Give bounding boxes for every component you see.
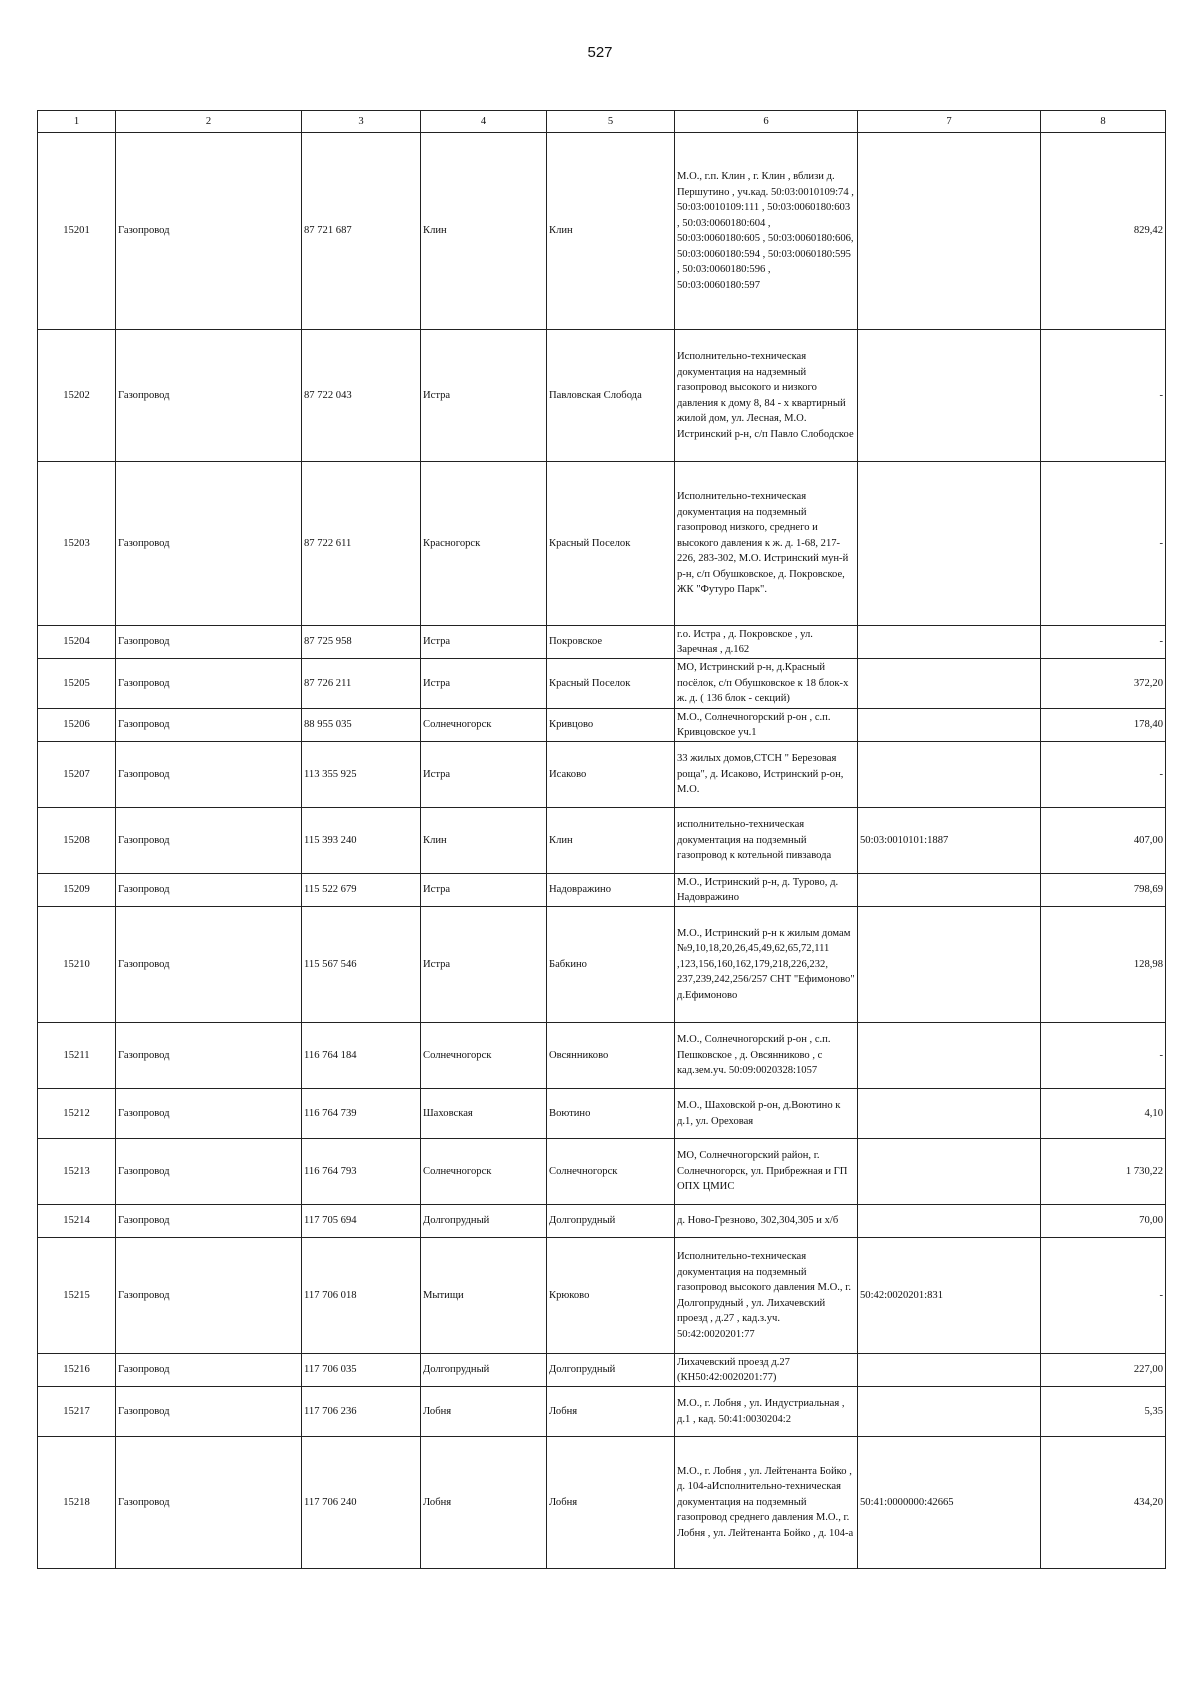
locality: Крюково bbox=[547, 1238, 675, 1354]
district: Истра bbox=[421, 659, 547, 709]
row-number: 15210 bbox=[38, 907, 116, 1023]
object-id: 117 706 035 bbox=[302, 1354, 421, 1387]
row-number: 15213 bbox=[38, 1139, 116, 1205]
table-row bbox=[38, 462, 1166, 626]
object-id: 87 726 211 bbox=[302, 659, 421, 709]
address: М.О., г. Лобня , ул. Лейтенанта Бойко , д. 104-аИсполнительно-техническая документация на подземный газопровод среднего давления М.О., г. Лобня , ул. Лейтенанта Бойко , д. 104-а bbox=[675, 1437, 858, 1569]
object-name: Газопровод bbox=[116, 626, 302, 659]
length-value: 829,42 bbox=[1041, 133, 1166, 330]
cadastral-number: 50:41:0000000:42665 bbox=[858, 1437, 1041, 1569]
length-value: 4,10 bbox=[1041, 1089, 1166, 1139]
locality: Бабкино bbox=[547, 907, 675, 1023]
object-name: Газопровод bbox=[116, 1023, 302, 1089]
object-name: Газопровод bbox=[116, 133, 302, 330]
district: Шаховская bbox=[421, 1089, 547, 1139]
table-row bbox=[38, 1354, 1166, 1387]
object-name: Газопровод bbox=[116, 1437, 302, 1569]
object-name: Газопровод bbox=[116, 1205, 302, 1238]
locality: Долгопрудный bbox=[547, 1205, 675, 1238]
table-row bbox=[38, 1205, 1166, 1238]
locality: Красный Поселок bbox=[547, 659, 675, 709]
row-number: 15211 bbox=[38, 1023, 116, 1089]
table-row bbox=[38, 874, 1166, 907]
length-value: 70,00 bbox=[1041, 1205, 1166, 1238]
length-value: 128,98 bbox=[1041, 907, 1166, 1023]
object-name: Газопровод bbox=[116, 874, 302, 907]
locality: Исаково bbox=[547, 742, 675, 808]
cadastral-number bbox=[858, 659, 1041, 709]
length-value: - bbox=[1041, 742, 1166, 808]
address: д. Ново-Грезново, 302,304,305 и х/б bbox=[675, 1205, 858, 1238]
object-name: Газопровод bbox=[116, 1238, 302, 1354]
column-header: 6 bbox=[675, 111, 858, 133]
address: М.О., г.п. Клин , г. Клин , вблизи д. Першутино , уч.кад. 50:03:0010109:74 , 50:03:0010109:111 , 50:03:0060180:603 , 50:03:0060180:604 , 50:03:0060180:605 , 50:03:0060180:606, 50:03:0060180:594 , 50:03:0060180:595 , 50:03:0060180:596 , 50:03:0060180:597 bbox=[675, 133, 858, 330]
object-id: 88 955 035 bbox=[302, 709, 421, 742]
cadastral-number bbox=[858, 1139, 1041, 1205]
table-row bbox=[38, 1387, 1166, 1437]
district: Красногорск bbox=[421, 462, 547, 626]
locality: Солнечногорск bbox=[547, 1139, 675, 1205]
row-number: 15204 bbox=[38, 626, 116, 659]
district: Долгопрудный bbox=[421, 1354, 547, 1387]
address: М.О., Солнечногорский р-он , с.п. Кривцовское уч.1 bbox=[675, 709, 858, 742]
row-number: 15215 bbox=[38, 1238, 116, 1354]
cadastral-number bbox=[858, 709, 1041, 742]
address: Исполнительно-техническая документация на надземный газопровод высокого и низкого давления к дому 8, 84 - х квартирный жилой дом, ул. Лесная, М.О. Истринский р-н, с/п Павло Слободское bbox=[675, 330, 858, 462]
address: 33 жилых домов,СТСН " Березовая роща", д. Исаково, Истринский р-он, М.О. bbox=[675, 742, 858, 808]
column-header: 1 bbox=[38, 111, 116, 133]
table-row bbox=[38, 330, 1166, 462]
table-row bbox=[38, 133, 1166, 330]
cadastral-number bbox=[858, 133, 1041, 330]
row-number: 15203 bbox=[38, 462, 116, 626]
length-value: 372,20 bbox=[1041, 659, 1166, 709]
registry-table bbox=[37, 110, 1166, 1569]
cadastral-number bbox=[858, 1089, 1041, 1139]
table-row bbox=[38, 626, 1166, 659]
district: Лобня bbox=[421, 1387, 547, 1437]
object-name: Газопровод bbox=[116, 659, 302, 709]
district: Истра bbox=[421, 330, 547, 462]
table-row bbox=[38, 709, 1166, 742]
address: Исполнительно-техническая документация на подземный газопровод высокого давления М.О., г. Долгопрудный , ул. Лихачевский проезд , д.27 , кад.з.уч. 50:42:0020201:77 bbox=[675, 1238, 858, 1354]
page-number: 527 bbox=[587, 44, 613, 61]
object-id: 115 567 546 bbox=[302, 907, 421, 1023]
address: МО, Солнечногорский район, г. Солнечногорск, ул. Прибрежная и ГП ОПХ ЦМИС bbox=[675, 1139, 858, 1205]
object-id: 87 725 958 bbox=[302, 626, 421, 659]
district: Долгопрудный bbox=[421, 1205, 547, 1238]
table-row bbox=[38, 742, 1166, 808]
object-name: Газопровод bbox=[116, 462, 302, 626]
locality: Надовражино bbox=[547, 874, 675, 907]
column-header: 8 bbox=[1041, 111, 1166, 133]
table-body bbox=[38, 133, 1166, 1569]
district: Солнечногорск bbox=[421, 1023, 547, 1089]
cadastral-number bbox=[858, 330, 1041, 462]
length-value: 178,40 bbox=[1041, 709, 1166, 742]
cadastral-number bbox=[858, 1354, 1041, 1387]
locality: Лобня bbox=[547, 1387, 675, 1437]
row-number: 15217 bbox=[38, 1387, 116, 1437]
row-number: 15218 bbox=[38, 1437, 116, 1569]
length-value: - bbox=[1041, 330, 1166, 462]
column-header: 2 bbox=[116, 111, 302, 133]
row-number: 15205 bbox=[38, 659, 116, 709]
district: Лобня bbox=[421, 1437, 547, 1569]
row-number: 15212 bbox=[38, 1089, 116, 1139]
object-id: 87 722 611 bbox=[302, 462, 421, 626]
object-name: Газопровод bbox=[116, 1387, 302, 1437]
length-value: 1 730,22 bbox=[1041, 1139, 1166, 1205]
district: Клин bbox=[421, 808, 547, 874]
address: М.О., Солнечногорский р-он , с.п. Пешковское , д. Овсянниково , с кад.зем.уч. 50:09:0020328:1057 bbox=[675, 1023, 858, 1089]
cadastral-number bbox=[858, 742, 1041, 808]
address: МО, Истринский р-н, д.Красный посёлок, с/п Обушковское к 18 блок-х ж. д. ( 136 блок - секций) bbox=[675, 659, 858, 709]
cadastral-number: 50:03:0010101:1887 bbox=[858, 808, 1041, 874]
locality: Павловская Слобода bbox=[547, 330, 675, 462]
object-name: Газопровод bbox=[116, 709, 302, 742]
locality: Клин bbox=[547, 133, 675, 330]
row-number: 15209 bbox=[38, 874, 116, 907]
object-id: 115 393 240 bbox=[302, 808, 421, 874]
address: исполнительно-техническая документация на подземный газопровод к котельной пивзавода bbox=[675, 808, 858, 874]
length-value: - bbox=[1041, 1023, 1166, 1089]
district: Солнечногорск bbox=[421, 709, 547, 742]
locality: Овсянниково bbox=[547, 1023, 675, 1089]
locality: Покровское bbox=[547, 626, 675, 659]
length-value: - bbox=[1041, 462, 1166, 626]
length-value: 407,00 bbox=[1041, 808, 1166, 874]
table-row bbox=[38, 808, 1166, 874]
column-header: 7 bbox=[858, 111, 1041, 133]
table-row bbox=[38, 1437, 1166, 1569]
cadastral-number: 50:42:0020201:831 bbox=[858, 1238, 1041, 1354]
cadastral-number bbox=[858, 874, 1041, 907]
object-name: Газопровод bbox=[116, 742, 302, 808]
cadastral-number bbox=[858, 1387, 1041, 1437]
address: Лихачевский проезд д.27 (КН50:42:0020201:77) bbox=[675, 1354, 858, 1387]
address: г.о. Истра , д. Покровское , ул. Заречная , д.162 bbox=[675, 626, 858, 659]
table-row bbox=[38, 907, 1166, 1023]
object-name: Газопровод bbox=[116, 808, 302, 874]
column-header: 4 bbox=[421, 111, 547, 133]
locality: Долгопрудный bbox=[547, 1354, 675, 1387]
object-id: 116 764 739 bbox=[302, 1089, 421, 1139]
object-name: Газопровод bbox=[116, 1089, 302, 1139]
table-row bbox=[38, 1238, 1166, 1354]
length-value: 434,20 bbox=[1041, 1437, 1166, 1569]
address: М.О., Шаховской р-он, д.Воютино к д.1, ул. Ореховая bbox=[675, 1089, 858, 1139]
object-name: Газопровод bbox=[116, 1354, 302, 1387]
object-id: 87 721 687 bbox=[302, 133, 421, 330]
district: Солнечногорск bbox=[421, 1139, 547, 1205]
length-value: 5,35 bbox=[1041, 1387, 1166, 1437]
header-row bbox=[38, 111, 1166, 133]
object-id: 113 355 925 bbox=[302, 742, 421, 808]
district: Клин bbox=[421, 133, 547, 330]
object-id: 117 706 018 bbox=[302, 1238, 421, 1354]
cadastral-number bbox=[858, 1023, 1041, 1089]
object-id: 116 764 793 bbox=[302, 1139, 421, 1205]
object-id: 116 764 184 bbox=[302, 1023, 421, 1089]
length-value: 227,00 bbox=[1041, 1354, 1166, 1387]
locality: Лобня bbox=[547, 1437, 675, 1569]
table-row bbox=[38, 1089, 1166, 1139]
address: М.О., г. Лобня , ул. Индустриальная , д.1 , кад. 50:41:0030204:2 bbox=[675, 1387, 858, 1437]
row-number: 15208 bbox=[38, 808, 116, 874]
address: М.О., Истринский р-н, д. Турово, д. Надовражино bbox=[675, 874, 858, 907]
row-number: 15207 bbox=[38, 742, 116, 808]
locality: Кривцово bbox=[547, 709, 675, 742]
length-value: - bbox=[1041, 626, 1166, 659]
locality: Воютино bbox=[547, 1089, 675, 1139]
address: Исполнительно-техническая документация на подземный газопровод низкого, среднего и высокого давления к ж. д. 1-68, 217-226, 283-302, М.О. Истринский мун-й р-н, с/п Обушковское, д. Покровское, ЖК "Футуро Парк". bbox=[675, 462, 858, 626]
row-number: 15202 bbox=[38, 330, 116, 462]
object-name: Газопровод bbox=[116, 1139, 302, 1205]
table-row bbox=[38, 1023, 1166, 1089]
object-id: 115 522 679 bbox=[302, 874, 421, 907]
cadastral-number bbox=[858, 626, 1041, 659]
cadastral-number bbox=[858, 462, 1041, 626]
cadastral-number bbox=[858, 1205, 1041, 1238]
row-number: 15214 bbox=[38, 1205, 116, 1238]
locality: Клин bbox=[547, 808, 675, 874]
cadastral-number bbox=[858, 907, 1041, 1023]
table-row bbox=[38, 659, 1166, 709]
district: Истра bbox=[421, 742, 547, 808]
district: Мытищи bbox=[421, 1238, 547, 1354]
object-name: Газопровод bbox=[116, 907, 302, 1023]
object-id: 117 706 236 bbox=[302, 1387, 421, 1437]
length-value: - bbox=[1041, 1238, 1166, 1354]
object-id: 87 722 043 bbox=[302, 330, 421, 462]
row-number: 15216 bbox=[38, 1354, 116, 1387]
length-value: 798,69 bbox=[1041, 874, 1166, 907]
object-id: 117 706 240 bbox=[302, 1437, 421, 1569]
column-header: 3 bbox=[302, 111, 421, 133]
object-id: 117 705 694 bbox=[302, 1205, 421, 1238]
object-name: Газопровод bbox=[116, 330, 302, 462]
row-number: 15201 bbox=[38, 133, 116, 330]
row-number: 15206 bbox=[38, 709, 116, 742]
table-row bbox=[38, 1139, 1166, 1205]
locality: Красный Поселок bbox=[547, 462, 675, 626]
address: М.О., Истринский р-н к жилым домам №9,10,18,20,26,45,49,62,65,72,111 ,123,156,160,162,179,218,226,232, 237,239,242,256/257 СНТ "Ефимоново" д.Ефимоново bbox=[675, 907, 858, 1023]
district: Истра bbox=[421, 626, 547, 659]
column-header: 5 bbox=[547, 111, 675, 133]
district: Истра bbox=[421, 907, 547, 1023]
district: Истра bbox=[421, 874, 547, 907]
